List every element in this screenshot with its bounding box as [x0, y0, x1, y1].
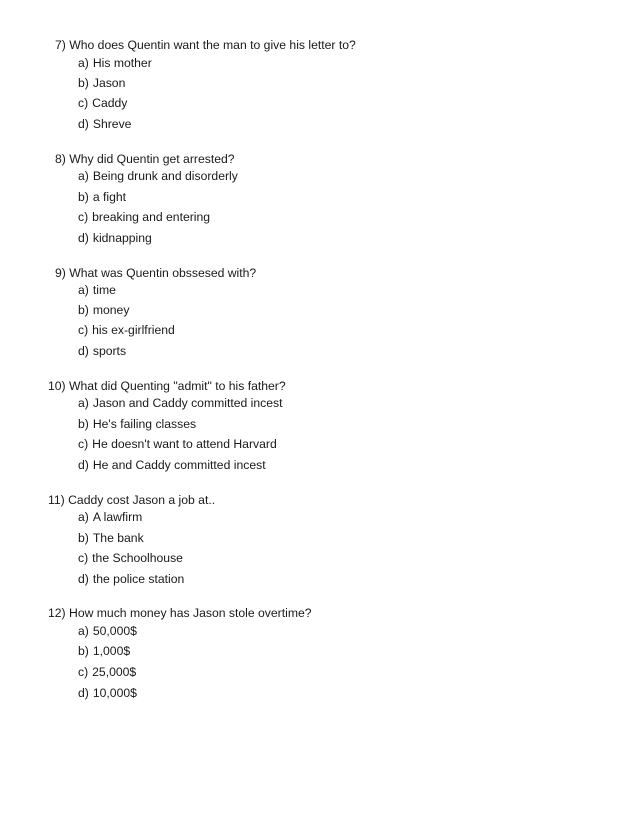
option-letter: d) — [78, 344, 89, 358]
answer-option — [78, 396, 283, 410]
option-text: the Schoolhouse — [92, 551, 183, 565]
option-letter: c) — [78, 437, 89, 451]
option-text: 1,000$ — [92, 644, 131, 658]
option-text: sports — [92, 344, 127, 358]
answer-option — [78, 458, 266, 472]
option-letter: b) — [78, 644, 89, 658]
question-text — [48, 379, 286, 393]
option-text: The bank — [92, 531, 144, 545]
option-letter: b) — [78, 417, 89, 431]
question-prompt: What was Quentin obssesed with? — [69, 266, 257, 280]
option-letter: b) — [78, 76, 89, 90]
option-text: a fight — [92, 190, 127, 204]
question-number: 10) — [48, 379, 66, 393]
question-number: 12) — [48, 606, 66, 620]
answer-option — [78, 437, 277, 451]
question-text — [48, 493, 215, 507]
answer-option — [78, 303, 129, 317]
answer-option — [78, 76, 125, 90]
option-text: 50,000$ — [92, 624, 137, 638]
option-text: Shreve — [92, 117, 132, 131]
option-letter: b) — [78, 190, 89, 204]
question-prompt: Caddy cost Jason a job at.. — [68, 493, 216, 507]
answer-option — [78, 417, 196, 431]
question-text — [55, 38, 356, 52]
question-prompt: How much money has Jason stole overtime? — [69, 606, 312, 620]
option-letter: d) — [78, 231, 89, 245]
option-text: time — [92, 283, 116, 297]
option-text: 10,000$ — [92, 686, 137, 700]
option-letter: a) — [78, 510, 89, 524]
option-letter: c) — [78, 323, 89, 337]
option-letter: c) — [78, 210, 89, 224]
question-text — [48, 606, 312, 620]
answer-option — [78, 344, 126, 358]
answer-option — [78, 210, 210, 224]
answer-option — [78, 644, 130, 658]
answer-option — [78, 169, 238, 183]
answer-option — [78, 323, 175, 337]
answer-option — [78, 572, 184, 586]
option-letter: a) — [78, 396, 89, 410]
option-text: Jason and Caddy committed incest — [92, 396, 283, 410]
option-text: His mother — [92, 56, 152, 70]
option-letter: d) — [78, 686, 89, 700]
question-number: 8) — [55, 152, 66, 166]
option-text: the police station — [92, 572, 185, 586]
option-letter: a) — [78, 283, 89, 297]
question-number: 7) — [55, 38, 66, 52]
question-number: 11) — [48, 493, 65, 507]
question-prompt: What did Quenting "admit" to his father? — [69, 379, 286, 393]
question-number: 9) — [55, 266, 66, 280]
option-text: A lawfirm — [92, 510, 143, 524]
answer-option — [78, 96, 127, 110]
option-text: He and Caddy committed incest — [92, 458, 266, 472]
option-text: He doesn't want to attend Harvard — [92, 437, 277, 451]
question-prompt: Who does Quentin want the man to give his letter to? — [69, 38, 356, 52]
option-letter: d) — [78, 572, 89, 586]
answer-option — [78, 190, 126, 204]
option-text: breaking and entering — [92, 210, 211, 224]
option-text: Jason — [92, 76, 126, 90]
option-text: his ex-girlfriend — [92, 323, 175, 337]
answer-option — [78, 686, 137, 700]
answer-option — [78, 283, 116, 297]
option-letter: d) — [78, 117, 89, 131]
option-text: 25,000$ — [92, 665, 137, 679]
answer-option — [78, 665, 136, 679]
answer-option — [78, 117, 131, 131]
answer-option — [78, 56, 152, 70]
answer-option — [78, 624, 137, 638]
option-letter: b) — [78, 303, 89, 317]
option-letter: a) — [78, 56, 89, 70]
option-text: kidnapping — [92, 231, 152, 245]
option-letter: d) — [78, 458, 89, 472]
answer-option — [78, 551, 183, 565]
answer-option — [78, 231, 152, 245]
option-letter: c) — [78, 96, 89, 110]
option-text: Being drunk and disorderly — [92, 169, 238, 183]
option-letter: a) — [78, 169, 89, 183]
option-letter: c) — [78, 551, 89, 565]
option-text: He's failing classes — [92, 417, 197, 431]
option-text: Caddy — [92, 96, 128, 110]
question-text — [55, 266, 256, 280]
option-text: money — [92, 303, 130, 317]
answer-option — [78, 510, 142, 524]
option-letter: b) — [78, 531, 89, 545]
question-text — [55, 152, 235, 166]
answer-option — [78, 531, 144, 545]
option-letter: c) — [78, 665, 89, 679]
question-prompt: Why did Quentin get arrested? — [69, 152, 235, 166]
option-letter: a) — [78, 624, 89, 638]
